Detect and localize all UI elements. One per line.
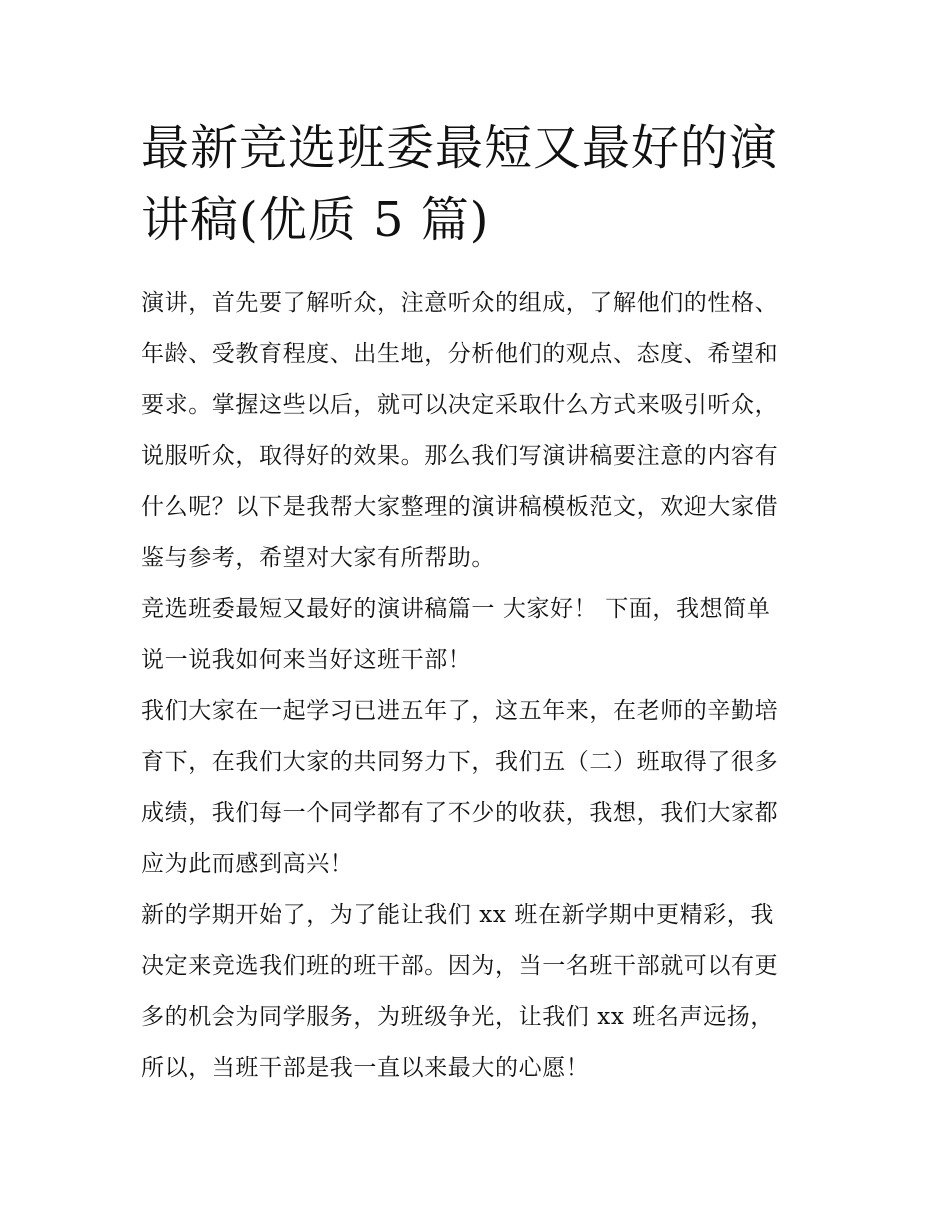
text-line: 竞选班委最短又最好的演讲稿篇一 大家好！ 下面，我想简单 [141,596,771,622]
document-content [141,112,821,1094]
text-line: 说一说我如何来当好这班干部！ [141,647,472,673]
text-line: 多的机会为同学服务，为班级争光，让我们 xx 班名声远扬， [141,1004,774,1030]
title-line-1: 最新竞选班委最短又最好的演 [141,120,779,176]
paragraph-intro [141,278,821,584]
text-line: 成绩，我们每一个同学都有了不少的收获，我想，我们大家都 [141,800,779,826]
text-line: 应为此而感到高兴！ [141,851,354,877]
title-line-2: 讲稿(优质 5 篇) [141,192,490,248]
text-line: 鉴与参考，希望对大家有所帮助。 [141,545,495,571]
text-line: 要求。掌握这些以后，就可以决定采取什么方式来吸引听众， [141,392,779,418]
text-line: 什么呢？以下是我帮大家整理的演讲稿模板范文，欢迎大家借 [141,494,779,520]
text-line: 年龄、受教育程度、出生地，分析他们的观点、态度、希望和 [141,341,779,367]
text-line: 决定来竞选我们班的班干部。因为，当一名班干部就可以有更 [141,953,779,979]
paragraph-achievements [141,686,821,890]
text-line: 演讲，首先要了解听众，注意听众的组成，了解他们的性格、 [141,290,779,316]
text-line: 新的学期开始了，为了能让我们 xx 班在新学期中更精彩，我 [141,902,774,928]
document-body [141,278,821,1094]
document-title [141,112,821,256]
text-line: 育下，在我们大家的共同努力下，我们五（二）班取得了很多 [141,749,779,775]
text-line: 所以，当班干部是我一直以来最大的心愿！ [141,1055,590,1081]
text-line: 我们大家在一起学习已进五年了，这五年来，在老师的辛勤培 [141,698,779,724]
paragraph-greeting [141,584,821,686]
text-line: 说服听众，取得好的效果。那么我们写演讲稿要注意的内容有 [141,443,779,469]
paragraph-motivation [141,890,821,1094]
